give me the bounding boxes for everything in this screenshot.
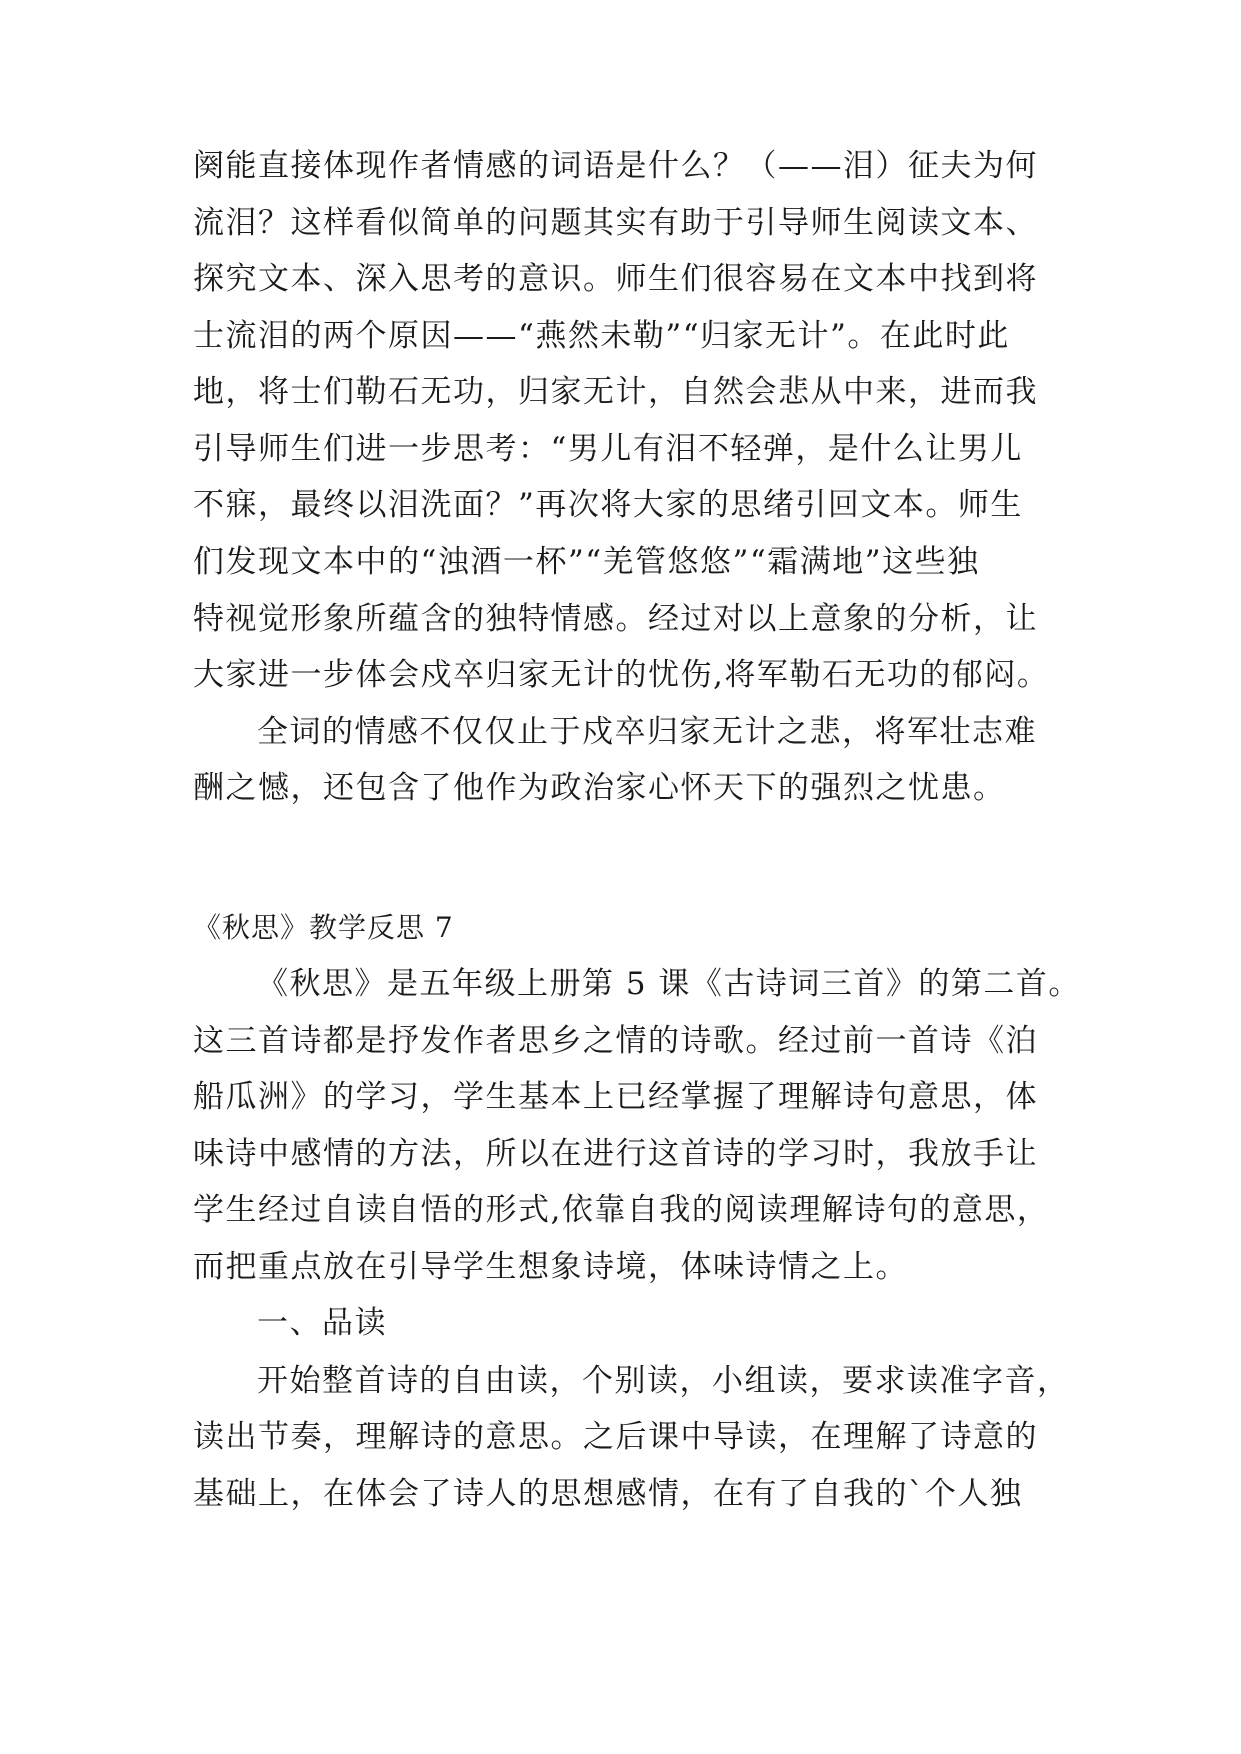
section-title: 《秋思》教学反思 7	[193, 911, 454, 944]
paragraph-line: 基础上，在体会了诗人的思想感情，在有了自我的`个人独	[193, 1476, 1023, 1512]
paragraph-line: 《秋思》是五年级上册第 5 课《古诗词三首》的第二首。	[257, 966, 1081, 1002]
paragraph-line: 学生经过自读自悟的形式,依靠自我的阅读理解诗句的意思，	[193, 1192, 1050, 1228]
subheading: 一、品读	[257, 1305, 387, 1341]
paragraph-line: 探究文本、深入思考的意识。师生们很容易在文本中找到将	[193, 261, 1038, 297]
paragraph-line: 这三首诗都是抒发作者思乡之情的诗歌。经过前一首诗《泊	[193, 1023, 1038, 1059]
paragraph-line: 不寐，最终以泪洗面？”再次将大家的思绪引回文本。师生	[193, 487, 1023, 523]
paragraph-line: 流泪？这样看似简单的问题其实有助于引导师生阅读文本、	[193, 205, 1038, 241]
paragraph-line: 全词的情感不仅仅止于戍卒归家无计之悲，将军壮志难	[257, 714, 1037, 750]
paragraph-line: 大家进一步体会戍卒归家无计的忧伤,将军勒石无功的郁闷。	[193, 657, 1050, 693]
paragraph-line: 们发现文本中的“浊酒一杯”“羌管悠悠”“霜满地”这些独	[193, 544, 980, 580]
paragraph-line: 引导师生们进一步思考：“男儿有泪不轻弹，是什么让男儿	[193, 431, 1023, 467]
paragraph-line: 开始整首诗的自由读，个别读，小组读，要求读准字音，	[257, 1363, 1070, 1399]
paragraph-line: 酬之憾，还包含了他作为政治家心怀天下的强烈之忧患。	[193, 770, 1006, 806]
paragraph-line: 士流泪的两个原因——“燕然未勒”“归家无计”。在此时此	[193, 318, 1010, 354]
paragraph-line: 而把重点放在引导学生想象诗境，体味诗情之上。	[193, 1249, 908, 1285]
paragraph-line: 船瓜洲》的学习，学生基本上已经掌握了理解诗句意思，体	[193, 1079, 1038, 1115]
paragraph-line: 读出节奏，理解诗的意思。之后课中导读，在理解了诗意的	[193, 1419, 1038, 1455]
paragraph-line: 地，将士们勒石无功，归家无计，自然会悲从中来，进而我	[193, 374, 1038, 410]
paragraph-line: 阕能直接体现作者情感的词语是什么？（——泪）征夫为何	[193, 148, 1038, 184]
paragraph-line: 特视觉形象所蕴含的独特情感。经过对以上意象的分析，让	[193, 601, 1038, 637]
paragraph-line: 味诗中感情的方法，所以在进行这首诗的学习时，我放手让	[193, 1136, 1038, 1172]
